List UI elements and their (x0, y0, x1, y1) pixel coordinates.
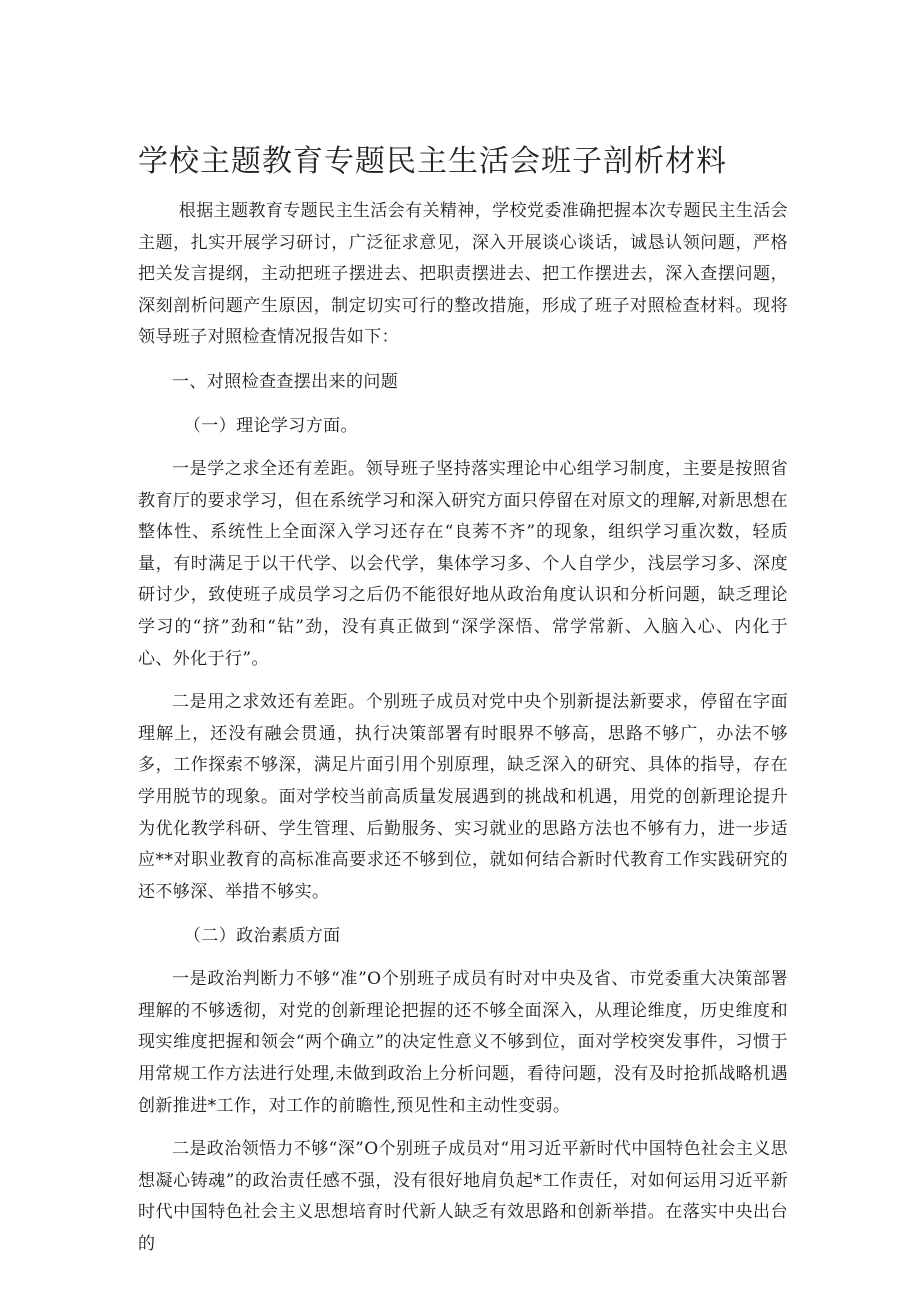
subsection-heading-theory: （一）理论学习方面。 (183, 415, 358, 436)
paragraph-theory-1: 一是学之求全还有差距。领导班子坚持落实理论中心组学习制度，主要是按照省教育厅的要求学习，但在系统学习和深入研究方面只停留在对原文的理解,对新思想在整体性、系统性上全面深入学习还存在“良莠不齐”的现象，组织学习重次数，轻质量，有时满足于以干代学、以会代学，集体学习多、个人自学少，浅层学习多、深度研讨少，致使班子成员学习之后仍不能很好地从政治角度认识和分析问题，缺乏理论学习的“挤”劲和“钻”劲，没有真正做到“深学深悟、常学常新、入脑入心、内化于心、外化于行”。 (138, 458, 788, 669)
paragraph-politics-1: 一是政治判断力不够“准”O个别班子成员有时对中央及省、市党委重大决策部署理解的不够透彻，对党的创新理论把握的还不够全面深入，从理论维度，历史维度和现实维度把握和领会“两个确立”的决定性意义不够到位，面对学校突发事件，习惯于用常规工作方法进行处理,未做到政治上分析问题，看待问题，没有及时抢抓战略机遇创新推进*工作，对工作的前瞻性,预见性和主动性变弱。 (138, 969, 788, 1116)
paragraph-politics-2: 二是政治领悟力不够“深”O个别班子成员对“用习近平新时代中国特色社会主义思想凝心铸魂”的政治责任感不强，没有很好地肩负起*工作责任，对如何运用习近平新时代中国特色社会主义思想培育时代新人缺乏有效思路和创新举措。在落实中央出台的 (138, 1139, 788, 1255)
subsection-heading-politics: （二）政治素质方面 (183, 926, 341, 947)
section-heading-1: 一、对照检查查摆出来的问题 (172, 371, 399, 392)
paragraph-theory-2: 二是用之求效还有差距。个别班子成员对党中央个别新提法新要求，停留在字面理解上，还没有融会贯通，执行决策部署有时眼界不够高，思路不够广，办法不够多，工作探索不够深，满足片面引用个别原理，缺乏深入的研究、具体的指导，存在学用脱节的现象。面对学校当前高质量发展遇到的挑战和机遇，用党的创新理论提升为优化教学科研、学生管理、后勤服务、实习就业的思路方法也不够有力，进一步适应**对职业教育的高标准高要求还不够到位，就如何结合新时代教育工作实践研究的还不够深、举措不够实。 (138, 692, 788, 902)
page-title: 学校主题教育专题民主生活会班子剖析材料 (138, 144, 727, 179)
intro-paragraph: 根据主题教育专题民主生活会有关精神，学校党委准确把握本次专题民主生活会主题，扎实开展学习研讨，广泛征求意见，深入开展谈心谈话，诚恳认领问题，严格把关发言提纲，主动把班子摆进去、把职责摆进去、把工作摆进去，深入查摆问题，深刻剖析问题产生原因，制定切实可行的整改措施，形成了班子对照检查材料。现将领导班子对照检查情况报告如下： (138, 201, 788, 348)
document-body (138, 196, 788, 1273)
